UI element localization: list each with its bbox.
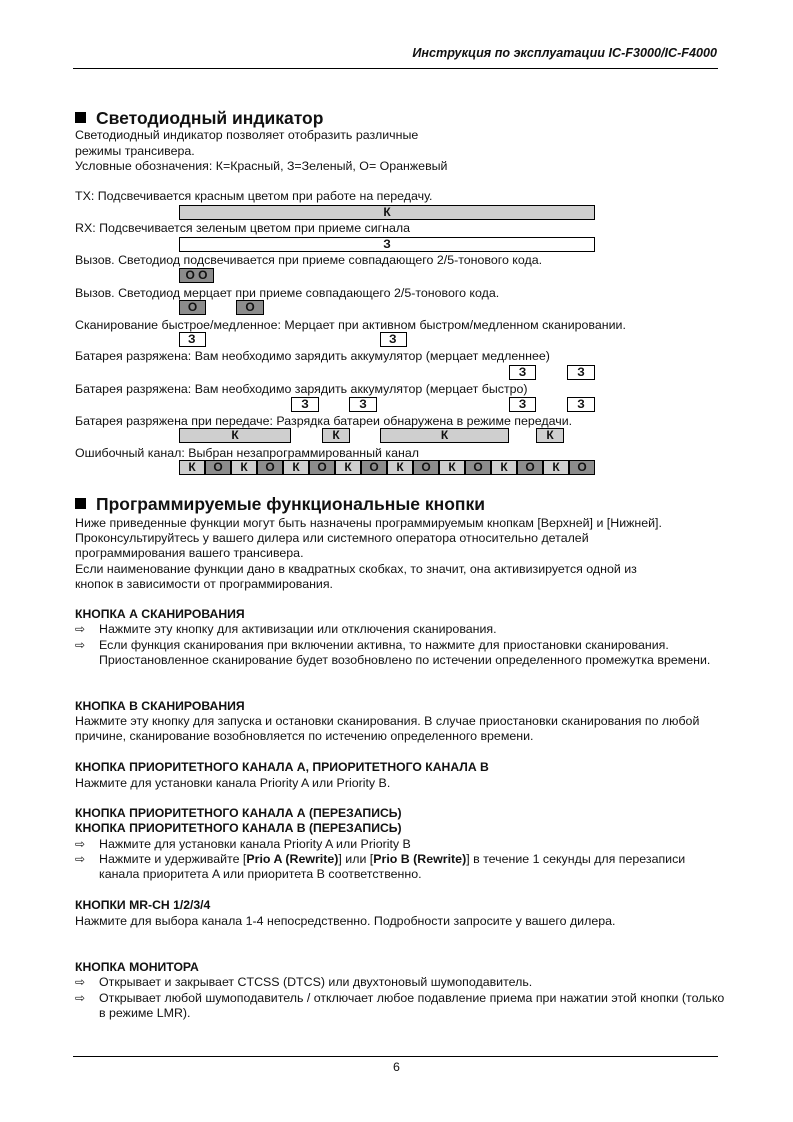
led-cell: К xyxy=(543,460,569,475)
led-cell: К xyxy=(322,428,350,443)
header-rule xyxy=(73,68,718,69)
led-cell: О xyxy=(569,460,595,475)
led-cell: З xyxy=(179,332,206,347)
led-row-label: Батарея разряжена: Вам необходимо зарядить аккумулятор (мерцает медленнее) xyxy=(75,349,550,363)
bullet-prio-rewrite-1: ⇨ Нажмите для установки канала Priority A или Priority B xyxy=(75,837,411,851)
bullet-monitor-2: ⇨ Открывает любой шумоподавитель / отключает любое подавление приема при нажатии этой кнопки (только в режиме LMR). xyxy=(75,991,725,1020)
text-mr-ch: Нажмите для выбора канала 1-4 непосредственно. Подробности запросите у вашего дилера. xyxy=(75,914,616,928)
led-cell: З xyxy=(291,397,319,412)
bullet-monitor-1: ⇨ Открывает и закрывает CTCSS (DTCS) или двухтоновый шумоподавитель. xyxy=(75,975,533,989)
arrow-right-icon: ⇨ xyxy=(75,622,86,636)
text-scan-b: Нажмите эту кнопку для запуска и остановки сканирования. В случае приостановки сканирования по любой причине, сканирование возобновляется по истечению определенного времени. xyxy=(75,714,700,743)
led-cell: О xyxy=(517,460,543,475)
section-title-led: Светодиодный индикатор xyxy=(75,108,323,129)
arrow-right-icon: ⇨ xyxy=(75,638,86,652)
led-row-label: TX: Подсвечивается красным цветом при работе на передачу. xyxy=(75,189,433,203)
led-cell: З xyxy=(349,397,377,412)
led-cell: О xyxy=(309,460,335,475)
heading-prio-rewrite-b: КНОПКА ПРИОРИТЕТНОГО КАНАЛА В (ПЕРЕЗАПИСЬ) xyxy=(75,821,402,835)
led-cell: О xyxy=(413,460,439,475)
led-cell: О xyxy=(179,300,206,315)
led-row-label: Батарея разряжена: Вам необходимо зарядить аккумулятор (мерцает быстро) xyxy=(75,382,528,396)
led-row-label: Вызов. Светодиод мерцает при приеме совпадающего 2/5-тонового кода. xyxy=(75,286,500,300)
bullet-scan-a-1: ⇨ Нажмите эту кнопку для активизации или отключения сканирования. xyxy=(75,622,497,636)
led-cell: К xyxy=(231,460,257,475)
heading-monitor: КНОПКА МОНИТОРА xyxy=(75,960,199,974)
arrow-right-icon: ⇨ xyxy=(75,852,86,866)
led-legend: Условные обозначения: К=Красный, З=Зеленый, О= Оранжевый xyxy=(75,159,448,173)
section-title-prog: Программируемые функциональные кнопки xyxy=(75,494,485,515)
led-cell: З xyxy=(509,397,536,412)
led-cell: О xyxy=(361,460,387,475)
led-cell: З xyxy=(380,332,407,347)
led-cell: О xyxy=(257,460,283,475)
led-row-label: Ошибочный канал: Выбран незапрограммированный канал xyxy=(75,446,419,460)
led-intro-line-1: Светодиодный индикатор позволяет отобразить различные xyxy=(75,128,419,142)
led-row-label: RX: Подсвечивается зеленым цветом при приеме сигнала xyxy=(75,221,411,235)
led-cell: К xyxy=(335,460,361,475)
led-cell: К xyxy=(536,428,564,443)
led-intro-line-2: режимы трансивера. xyxy=(75,144,195,158)
led-cell: К xyxy=(380,428,509,443)
page-number: 6 xyxy=(393,1060,400,1074)
arrow-right-icon: ⇨ xyxy=(75,837,86,851)
led-pattern-bar xyxy=(179,460,595,475)
led-cell: З xyxy=(179,237,595,252)
heading-mr-ch: КНОПКИ MR-CH 1/2/3/4 xyxy=(75,898,211,912)
square-bullet-icon xyxy=(75,498,86,509)
led-pattern-bar xyxy=(179,268,595,283)
led-pattern-bar xyxy=(179,428,595,443)
led-cell: К xyxy=(283,460,309,475)
prog-intro-line-1: Ниже приведенные функции могут быть назначены программируемым кнопкам [Верхней] и [Нижней]. xyxy=(75,516,662,530)
led-cell: К xyxy=(179,428,291,443)
led-cell: О О xyxy=(179,268,214,283)
prog-intro-line-2: Проконсультируйтесь у вашего дилера или системного оператора относительно деталей xyxy=(75,531,589,545)
led-cell: К xyxy=(439,460,465,475)
bullet-prio-rewrite-2: ⇨ Нажмите и удерживайте [Prio A (Rewrite)] или [Prio B (Rewrite)] в течение 1 секунды для перезаписи канала приоритета A или приоритета B соответственно. xyxy=(75,852,686,881)
led-cell: З xyxy=(567,365,595,380)
led-pattern-bar xyxy=(179,397,595,412)
prog-intro-line-3: программирования вашего трансивера. xyxy=(75,546,304,560)
led-cell: З xyxy=(509,365,536,380)
led-cell: О xyxy=(205,460,231,475)
heading-scan-a: КНОПКА А СКАНИРОВАНИЯ xyxy=(75,607,245,621)
led-pattern-bar xyxy=(179,365,595,380)
arrow-right-icon: ⇨ xyxy=(75,991,86,1005)
text-prio: Нажмите для установки канала Priority A или Priority B. xyxy=(75,776,391,790)
led-cell: К xyxy=(491,460,517,475)
led-cell: О xyxy=(236,300,264,315)
document-header: Инструкция по эксплуатации IC-F3000/IC-F4000 xyxy=(412,46,717,60)
led-row-label: Батарея разряжена при передаче: Разрядка батареи обнаружена в режиме передачи. xyxy=(75,414,573,428)
led-pattern-bar xyxy=(179,237,595,252)
prog-intro-line-5: кнопок в зависимости от программирования. xyxy=(75,577,334,591)
bullet-scan-a-2: ⇨ Если функция сканирования при включении активна, то нажмите для приостановки сканирования. Приостановленное сканирование будет возобновлено по истечении определенного промежутка времени. xyxy=(75,638,711,667)
led-pattern-bar xyxy=(179,300,595,315)
led-row-label: Сканирование быстрое/медленное: Мерцает при активном быстром/медленном сканировании. xyxy=(75,318,626,332)
footer-rule xyxy=(73,1056,718,1057)
led-cell: К xyxy=(179,460,205,475)
square-bullet-icon xyxy=(75,112,86,123)
led-cell: К xyxy=(179,205,595,220)
heading-scan-b: КНОПКА В СКАНИРОВАНИЯ xyxy=(75,699,245,713)
heading-prio: КНОПКА ПРИОРИТЕТНОГО КАНАЛА А, ПРИОРИТЕТНОГО КАНАЛА В xyxy=(75,760,489,774)
heading-prio-rewrite-a: КНОПКА ПРИОРИТЕТНОГО КАНАЛА А (ПЕРЕЗАПИСЬ) xyxy=(75,806,402,820)
led-pattern-bar xyxy=(179,332,595,347)
led-cell: О xyxy=(465,460,491,475)
led-row-label: Вызов. Светодиод подсвечивается при приеме совпадающего 2/5-тонового кода. xyxy=(75,253,543,267)
led-cell: З xyxy=(567,397,595,412)
led-cell: К xyxy=(387,460,413,475)
prog-intro-line-4: Если наименование функции дано в квадратных скобках, то значит, она активизируется одной из xyxy=(75,562,637,576)
arrow-right-icon: ⇨ xyxy=(75,975,86,989)
led-pattern-bar xyxy=(179,205,595,220)
